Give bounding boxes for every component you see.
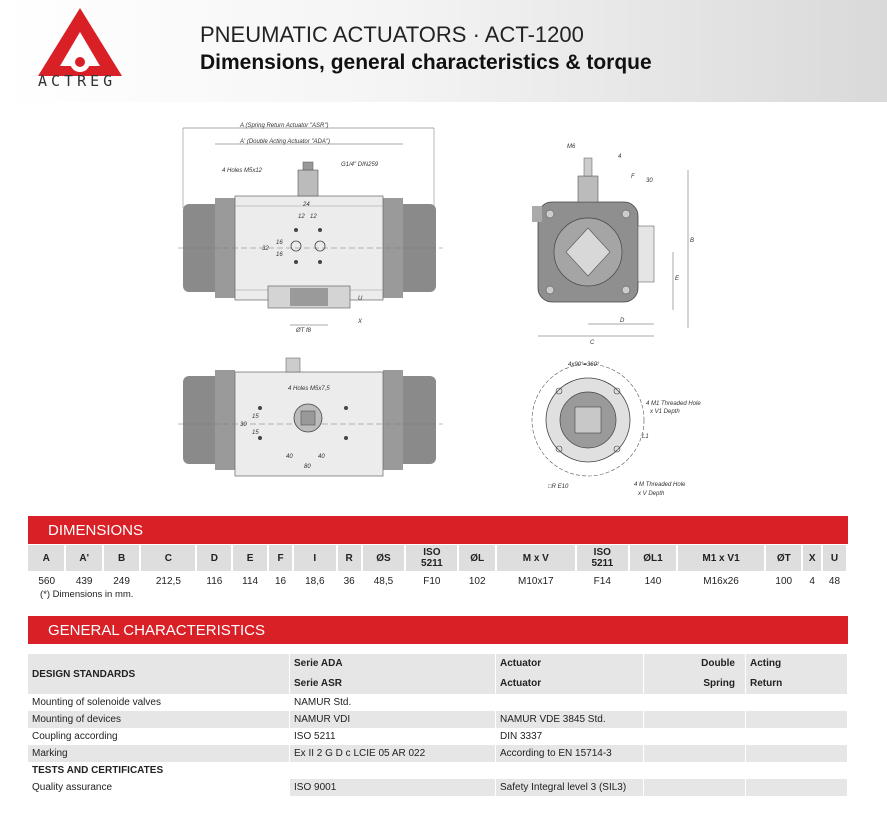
dimension-value: 249 xyxy=(113,575,130,587)
characteristic-value: ISO 5211 xyxy=(294,731,336,742)
double-label: Double xyxy=(701,658,735,669)
label-g14: G1/4" DIN259 xyxy=(341,162,379,168)
dimension-value: 48,5 xyxy=(373,575,394,587)
empty-cell xyxy=(746,745,848,762)
svg-text:15: 15 xyxy=(252,430,259,436)
svg-text:D: D xyxy=(620,318,625,324)
dimension-header: R xyxy=(337,545,362,571)
svg-text:12: 12 xyxy=(298,214,305,220)
dimension-value: 16 xyxy=(274,575,287,587)
dimension-value: F14 xyxy=(593,575,611,587)
dimension-value: 18,6 xyxy=(305,575,325,587)
dimension-value: M10x17 xyxy=(518,575,554,587)
characteristic-label: Mounting of solenoide valves xyxy=(32,697,161,708)
return-label: Return xyxy=(750,678,783,689)
empty-cell xyxy=(746,728,848,745)
dimension-header: ISO 5211 xyxy=(405,545,458,571)
svg-text:F: F xyxy=(631,174,635,180)
characteristic-label: Coupling according xyxy=(32,731,118,742)
actuator-label-2: Actuator xyxy=(500,678,542,689)
svg-text:□R E10: □R E10 xyxy=(548,484,569,490)
dimension-header: U xyxy=(822,545,847,571)
tests-title-row xyxy=(28,762,848,779)
dimension-value: 212,5 xyxy=(155,575,181,587)
dimension-header: ØS xyxy=(362,545,406,571)
svg-text:32: 32 xyxy=(262,246,269,252)
characteristic-label: Marking xyxy=(28,745,290,762)
technical-drawings xyxy=(178,118,718,508)
actuator-label-1: Actuator xyxy=(500,658,542,669)
mode-cell xyxy=(746,654,848,694)
characteristic-value: NAMUR Std. xyxy=(294,697,352,708)
dimension-value: 4 xyxy=(809,575,815,587)
svg-text:80: 80 xyxy=(304,464,311,470)
dimension-header: A' xyxy=(65,545,102,571)
svg-text:ØT f8: ØT f8 xyxy=(296,328,312,334)
empty-cell xyxy=(746,711,848,728)
svg-text:24: 24 xyxy=(303,202,310,208)
dimension-header: ØL1 xyxy=(629,545,677,571)
dimension-value: 48 xyxy=(828,575,841,587)
dimension-value: 560 xyxy=(38,575,56,587)
design-standards-row xyxy=(28,654,848,694)
svg-text:x V Depth: x V Depth xyxy=(638,491,665,497)
svg-text:4x90°=360°: 4x90°=360° xyxy=(568,362,600,368)
dimension-header: ØT xyxy=(765,545,802,571)
characteristic-row xyxy=(28,711,848,728)
quality-value-2: Safety Integral level 3 (SIL3) xyxy=(496,779,644,796)
dimensions-note: (*) Dimensions in mm. xyxy=(40,589,134,600)
characteristic-value: NAMUR VDI xyxy=(290,711,496,728)
dimension-header: I xyxy=(293,545,337,571)
side-view-drawing xyxy=(532,144,694,346)
svg-text:X: X xyxy=(358,319,363,325)
dimension-header: A xyxy=(28,545,65,571)
svg-text:30: 30 xyxy=(646,178,653,184)
svg-text:x V1 Depth: x V1 Depth xyxy=(650,409,680,415)
empty-cell xyxy=(644,711,746,728)
svg-text:C: C xyxy=(590,340,595,346)
general-characteristics-table xyxy=(28,654,848,796)
svg-text:4 M Threaded Hole: 4 M Threaded Hole xyxy=(634,482,686,488)
dimension-header: F xyxy=(268,545,293,571)
svg-text:M6: M6 xyxy=(567,144,576,150)
characteristic-label: Mounting of devices xyxy=(28,711,290,728)
page-header xyxy=(0,0,887,102)
characteristic-value: Ex II 2 G D c LCIE 05 AR 022 xyxy=(290,745,496,762)
characteristic-value-2: NAMUR VDE 3845 Std. xyxy=(496,711,644,728)
series-cell xyxy=(290,654,496,694)
svg-text:15: 15 xyxy=(252,414,259,420)
characteristic-row xyxy=(28,694,848,711)
spring-label: Spring xyxy=(703,678,735,689)
characteristic-value-2: According to EN 15714-3 xyxy=(496,745,644,762)
type-cell xyxy=(644,654,746,694)
dimension-value: 102 xyxy=(468,575,486,587)
serie-ada: Serie ADA xyxy=(294,658,343,669)
svg-text:40: 40 xyxy=(286,454,293,460)
dimension-value: 100 xyxy=(775,575,793,587)
empty-cell xyxy=(746,694,848,711)
quality-value: ISO 9001 xyxy=(290,779,496,796)
svg-text:16: 16 xyxy=(276,252,283,258)
dimension-value: 36 xyxy=(343,575,355,587)
flange-view-drawing xyxy=(532,362,701,497)
svg-text:30: 30 xyxy=(240,422,247,428)
acting-label: Acting xyxy=(750,658,782,669)
svg-text:12: 12 xyxy=(310,214,317,220)
bottom-view-drawing xyxy=(178,358,443,476)
dimension-header: M1 x V1 xyxy=(677,545,765,571)
dimension-header: ISO 5211 xyxy=(576,545,629,571)
dimension-value: 116 xyxy=(206,575,223,587)
quality-label: Quality assurance xyxy=(28,779,290,796)
dimensions-section-header: DIMENSIONS xyxy=(28,516,848,544)
svg-text:16: 16 xyxy=(276,240,283,246)
dimension-value: 439 xyxy=(75,575,93,587)
dimension-header: B xyxy=(103,545,140,571)
svg-text:4 M1 Threaded Hole: 4 M1 Threaded Hole xyxy=(646,401,701,407)
svg-text:40: 40 xyxy=(318,454,325,460)
dimension-value: 114 xyxy=(242,575,259,587)
svg-text:L1: L1 xyxy=(642,434,649,440)
dimension-header: E xyxy=(232,545,268,571)
logo-text: ACTREG xyxy=(38,72,117,90)
page-title: PNEUMATIC ACTUATORS · ACT-1200 xyxy=(200,22,584,47)
svg-text:E: E xyxy=(675,276,680,282)
dimension-header: X xyxy=(802,545,821,571)
dimension-value: 140 xyxy=(644,575,662,587)
svg-text:4 Holes M5x7,5: 4 Holes M5x7,5 xyxy=(288,386,330,392)
quality-row xyxy=(28,779,848,796)
serie-asr: Serie ASR xyxy=(294,678,342,689)
label-a-asr: A (Spring Return Actuator "ASR") xyxy=(240,123,329,129)
actuator-cell xyxy=(496,654,644,694)
dimensions-table xyxy=(28,545,848,589)
dimension-value: F10 xyxy=(423,575,441,587)
empty-cell xyxy=(644,745,746,762)
characteristic-value-2 xyxy=(496,694,644,711)
svg-text:4: 4 xyxy=(618,154,622,160)
design-standards-label: DESIGN STANDARDS xyxy=(28,654,290,694)
general-section-header: GENERAL CHARACTERISTICS xyxy=(28,616,848,644)
empty-cell xyxy=(644,728,746,745)
dimension-header: C xyxy=(140,545,196,571)
label-holes-top: 4 Holes M5x12 xyxy=(222,168,263,174)
tests-title: TESTS AND CERTIFICATES xyxy=(32,765,164,776)
dimension-header: M x V xyxy=(496,545,576,571)
svg-text:B: B xyxy=(690,238,695,244)
dimension-value: M16x26 xyxy=(703,575,739,587)
dimension-header: ØL xyxy=(458,545,495,571)
page-subtitle: Dimensions, general characteristics & torque xyxy=(200,51,652,74)
front-view-drawing xyxy=(178,123,443,334)
svg-text:U: U xyxy=(358,296,363,302)
label-a-ada: A' (Double Acting Actuator "ADA") xyxy=(240,139,330,145)
characteristic-row xyxy=(28,728,848,745)
empty-cell xyxy=(644,694,746,711)
dimension-header: D xyxy=(196,545,232,571)
characteristic-row xyxy=(28,745,848,762)
characteristic-value-2: DIN 3337 xyxy=(500,731,543,742)
